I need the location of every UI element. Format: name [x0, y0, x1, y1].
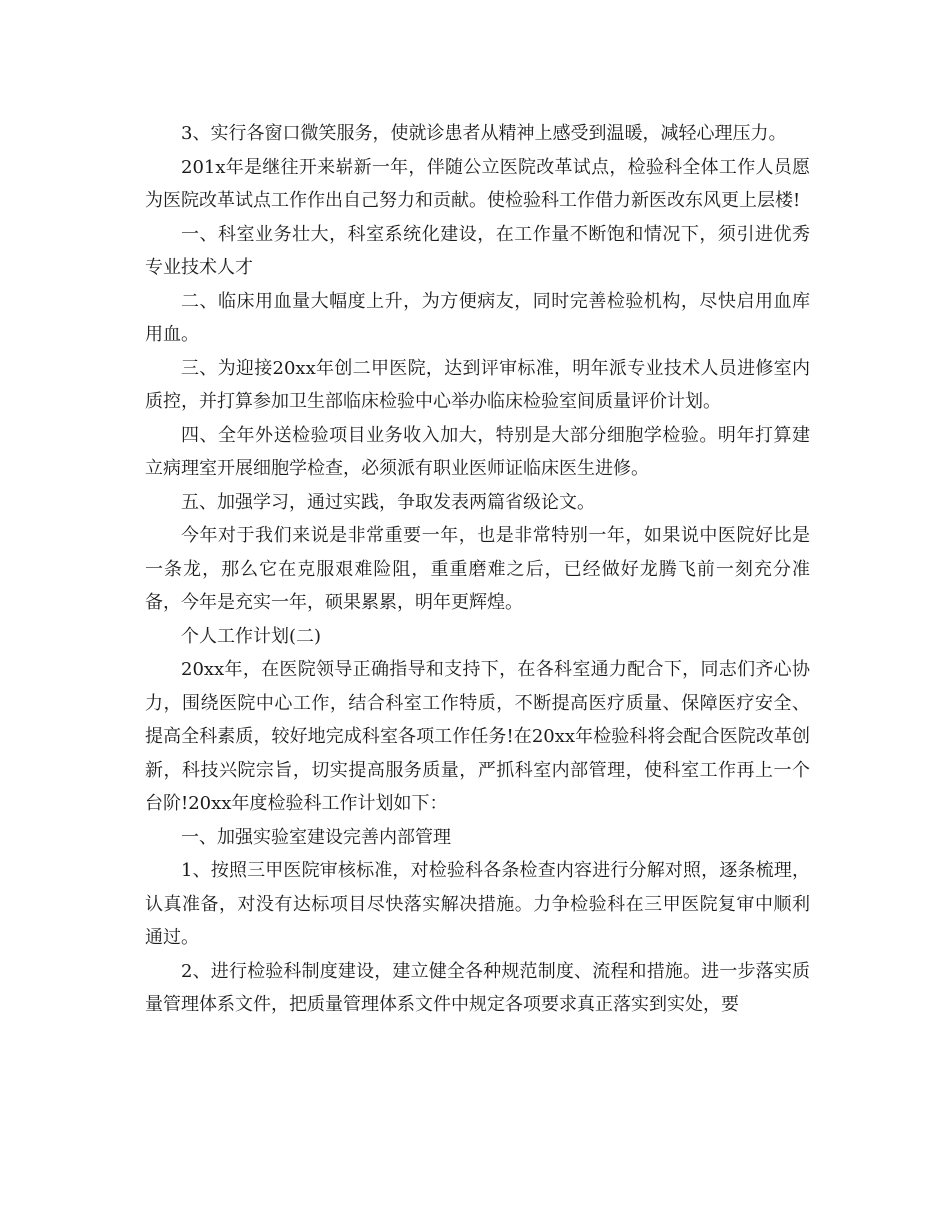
paragraph: 一、科室业务壮大，科室系统化建设，在工作量不断饱和情况下，须引进优秀专业技术人才 [145, 223, 810, 278]
section-heading: 一、加强实验室建设完善内部管理 [181, 826, 451, 848]
paragraph: 今年对于我们来说是非常重要一年，也是非常特别一年，如果说中医院好比是一条龙，那么它在克服艰难险阻，重重磨难之后，已经做好龙腾飞前一刻充分准备，今年是充实一年，硕果累累，明年更辉煌。 [145, 525, 810, 613]
paragraph: 201x年是继往开来崭新一年，伴随公立医院改革试点，检验科全体工作人员愿为医院改革试点工作作出自己努力和贡献。使检验科工作借力新医改东风更上层楼! [145, 156, 810, 211]
paragraph: 三、为迎接20xx年创二甲医院，达到评审标准，明年派专业技术人员进修室内质控，并打算参加卫生部临床检验中心举办临床检验室间质量评价计划。 [145, 357, 810, 412]
paragraph: 20xx年，在医院领导正确指导和支持下，在各科室通力配合下，同志们齐心协力，围绕医院中心工作，结合科室工作特质，不断提高医疗质量、保障医疗安全、提高全科素质，较好地完成科室各项工作任务!在20xx年检验科将会配合医院改革创新，科技兴院宗旨，切实提高服务质量，严抓科室内部管理，使科室工作再上一个台阶!20xx年度检验科工作计划如下： [145, 659, 810, 814]
document-body [145, 117, 810, 1022]
paragraph: 3、实行各窗口微笑服务，使就诊患者从精神上感受到温暖，减轻心理压力。 [181, 123, 787, 144]
paragraph: 2、进行检验科制度建设，建立健全各种规范制度、流程和措施。进一步落实质量管理体系文件，把质量管理体系文件中规定各项要求真正落实到实处，要 [145, 960, 810, 1015]
section-heading: 个人工作计划(二) [181, 625, 322, 647]
paragraph: 五、加强学习，通过实践，争取发表两篇省级论文。 [181, 491, 595, 513]
paragraph: 四、全年外送检验项目业务收入加大，特别是大部分细胞学检验。明年打算建立病理室开展细胞学检查，必须派有职业医师证临床医生进修。 [145, 424, 810, 479]
paragraph: 1、按照三甲医院审核标准，对检验科各条检查内容进行分解对照，逐条梳理，认真准备，对没有达标项目尽快落实解决措施。力争检验科在三甲医院复审中顺利通过。 [145, 860, 810, 948]
paragraph: 二、临床用血量大幅度上升，为方便病友，同时完善检验机构，尽快启用血库用血。 [145, 290, 810, 345]
